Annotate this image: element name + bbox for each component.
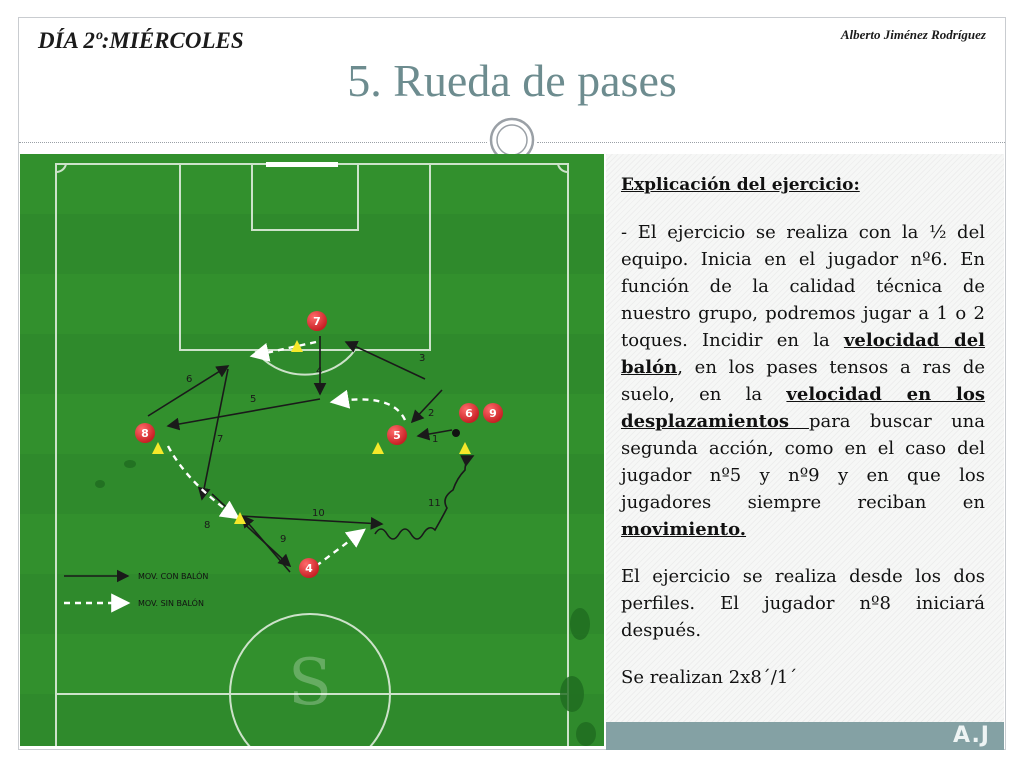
svg-text:4: 4 <box>305 562 313 575</box>
separator-left <box>19 142 487 143</box>
player-9 <box>483 403 503 423</box>
svg-text:8: 8 <box>141 427 149 440</box>
drill-diagram <box>20 154 604 746</box>
pass-number: 1 <box>432 434 439 445</box>
pass-number: 5 <box>250 394 257 405</box>
legend-with-ball: MOV. CON BALÓN <box>138 572 209 581</box>
pass-number: 4 <box>316 366 323 377</box>
svg-text:9: 9 <box>489 407 497 420</box>
pass-number: 10 <box>312 508 325 519</box>
explanation-heading: Explicación del ejercicio: <box>621 175 860 195</box>
slide-title: 5. Rueda de pases <box>347 55 677 106</box>
pass-number: 7 <box>217 434 224 445</box>
ball-icon <box>452 429 460 437</box>
player-4 <box>299 558 319 578</box>
player-8 <box>135 423 155 443</box>
pass-number: 3 <box>419 353 426 364</box>
author-name: Alberto Jiménez Rodríguez <box>840 27 986 42</box>
pitch-svg <box>20 154 604 746</box>
profiles-paragraph: El ejercicio se realiza desde los dos perfiles. El jugador nº8 iniciará después. <box>621 566 985 641</box>
pass-number: 8 <box>204 520 211 531</box>
pass-number: 2 <box>428 408 435 419</box>
separator-right <box>537 142 1005 143</box>
explanation-paragraph: - El ejercicio se realiza con la ½ del equipo. Inicia en el jugador nº6. En función de la calidad técnica de nuestro grupo, podremos jugar a 1 o 2 toques. Incidir en la velocidad del balón, en los pases tensos a ras de suelo, en la velocidad en los desplazamientos para buscar una segunda acción, como en el caso del jugador nº5 y nº9 y en que los jugadores siempre reciban en movimiento. <box>621 222 986 540</box>
pass-number: 6 <box>186 374 193 385</box>
svg-text:7: 7 <box>313 315 321 328</box>
svg-text:S: S <box>288 646 332 720</box>
svg-text:5: 5 <box>393 429 401 442</box>
day-label: DÍA 2º:MIÉRCOLES <box>38 28 244 53</box>
pass-number: 9 <box>280 534 287 545</box>
legend-without-ball: MOV. SIN BALÓN <box>138 599 204 608</box>
footer-logo: A.J <box>953 723 990 748</box>
pass-number: 11 <box>428 498 441 509</box>
explanation-panel <box>606 154 1004 722</box>
footer-bar <box>606 722 1004 750</box>
player-7 <box>307 311 327 331</box>
player-5 <box>387 425 407 445</box>
player-6 <box>459 403 479 423</box>
svg-text:6: 6 <box>465 407 473 420</box>
series-paragraph: Se realizan 2x8´/1´ <box>621 667 798 688</box>
